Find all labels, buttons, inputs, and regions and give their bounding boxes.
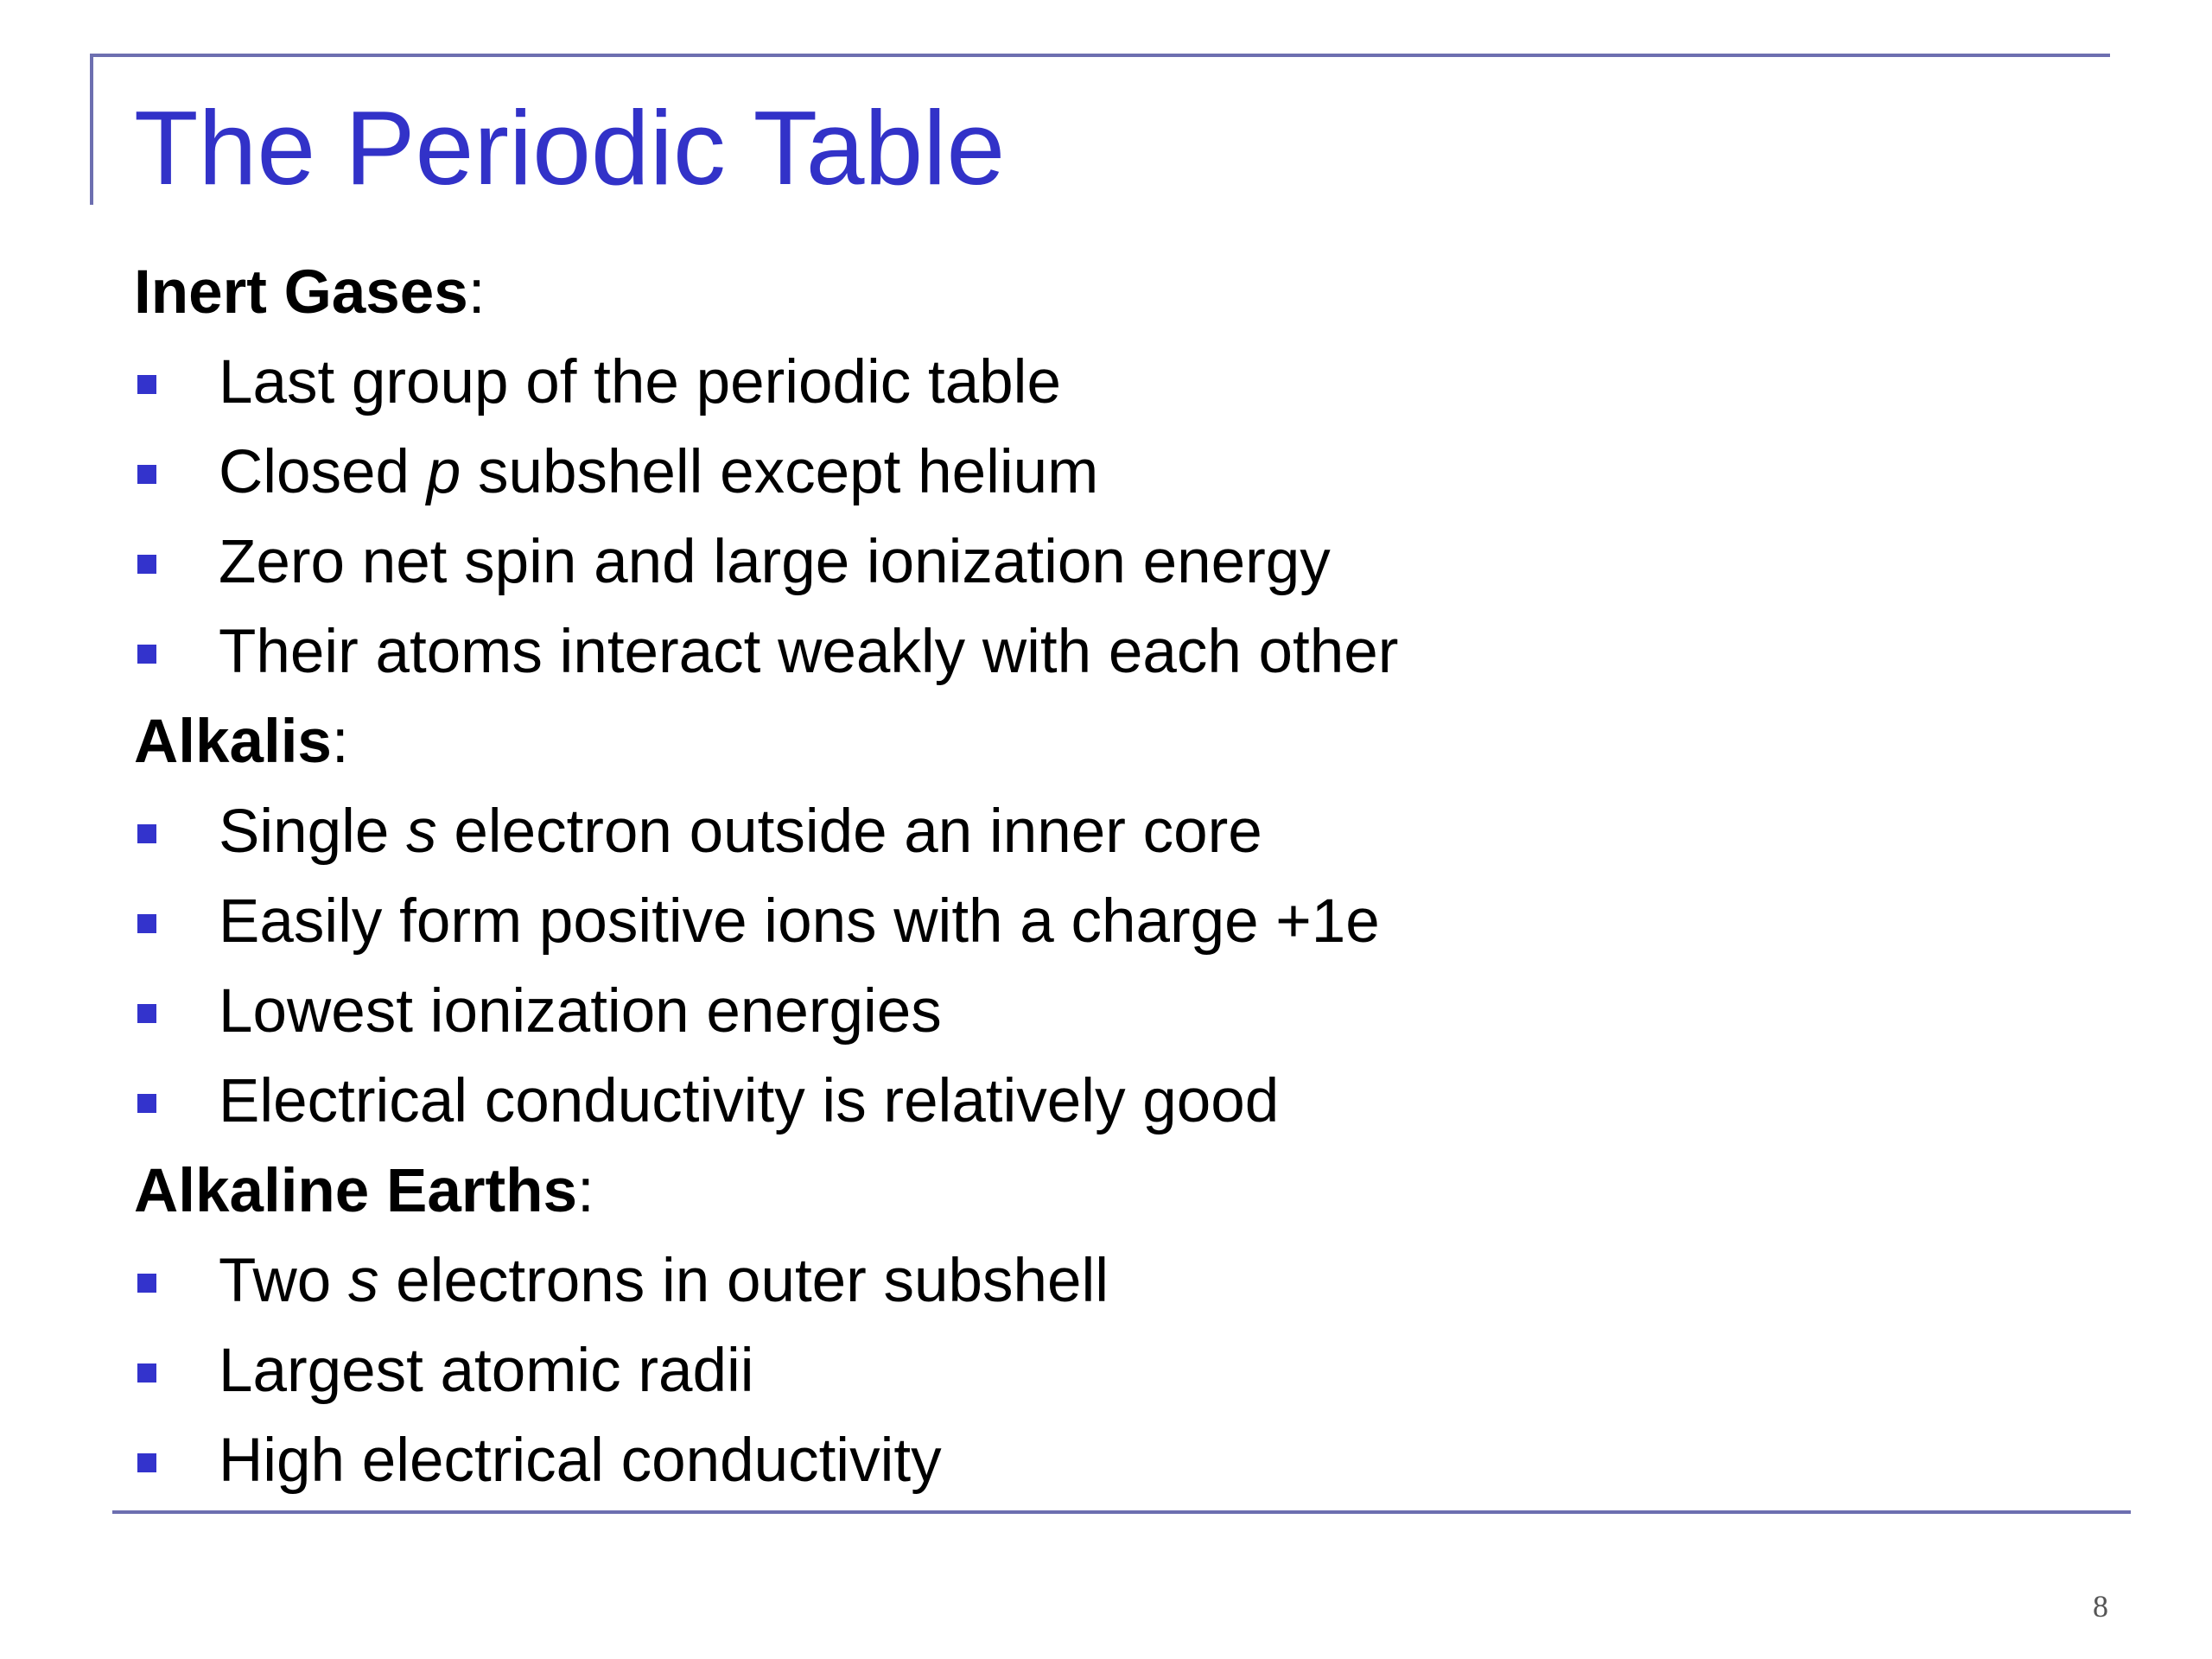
bullet-text: [219, 438, 1098, 506]
heading-colon: :: [467, 258, 486, 327]
square-bullet-icon: [137, 1004, 156, 1023]
section-heading-label: Alkalis: [134, 708, 332, 776]
square-bullet-icon: [137, 1453, 156, 1472]
bullet-text: Last group of the periodic table: [219, 348, 1061, 416]
frame-left-rule: [90, 54, 93, 205]
square-bullet-icon: [137, 465, 156, 484]
bullet-text-part: Single: [219, 798, 407, 866]
bullet-text: High electrical conductivity: [219, 1427, 942, 1495]
section-heading-alkaline-earths: [134, 1147, 2035, 1236]
square-bullet-icon: [137, 375, 156, 394]
square-bullet-icon: [137, 914, 156, 933]
bullet-item: [134, 607, 2035, 697]
bullet-item: [134, 1326, 2035, 1416]
bullet-item: [134, 338, 2035, 428]
frame-bottom-rule: [112, 1510, 2131, 1514]
square-bullet-icon: [137, 1094, 156, 1113]
bullet-text-part: Two: [219, 1247, 348, 1315]
bullet-text-part: subshell except helium: [461, 438, 1099, 506]
bullet-text-part: electrons in outer subshell: [378, 1247, 1109, 1315]
bullet-item: [134, 428, 2035, 518]
square-bullet-icon: [137, 645, 156, 664]
section-heading-label: Alkaline Earths: [134, 1157, 577, 1225]
bullet-text: Electrical conductivity is relatively good: [219, 1067, 1280, 1135]
bullet-item: [134, 1057, 2035, 1147]
italic-symbol: s: [406, 798, 437, 866]
bullet-item: [134, 967, 2035, 1057]
bullet-item: [134, 518, 2035, 607]
italic-symbol: s: [347, 1247, 379, 1315]
slide-body: [134, 248, 2035, 1506]
bullet-item: [134, 877, 2035, 967]
bullet-text: [219, 798, 1262, 866]
bullet-text: Zero net spin and large ionization energy: [219, 528, 1331, 596]
bullet-text-part: electron outside an inner core: [436, 798, 1262, 866]
bullet-item: [134, 787, 2035, 877]
heading-colon: :: [576, 1157, 594, 1225]
bullet-text: Largest atomic radii: [219, 1337, 754, 1405]
slide-title: The Periodic Table: [134, 89, 1006, 207]
bullet-item: [134, 1236, 2035, 1326]
heading-colon: :: [331, 708, 349, 776]
bullet-text: [219, 1247, 1109, 1315]
italic-symbol: p: [426, 438, 461, 506]
section-heading-alkalis: [134, 697, 2035, 787]
square-bullet-icon: [137, 1274, 156, 1293]
square-bullet-icon: [137, 824, 156, 843]
bullet-text: Easily form positive ions with a charge +1e: [219, 887, 1380, 956]
bullet-text: Lowest ionization energies: [219, 977, 942, 1046]
square-bullet-icon: [137, 1363, 156, 1382]
section-heading-label: Inert Gases: [134, 258, 468, 327]
page-number: 8: [2093, 1589, 2108, 1624]
square-bullet-icon: [137, 555, 156, 574]
bullet-item: [134, 1416, 2035, 1506]
section-heading-inert-gases: [134, 248, 2035, 338]
bullet-text: Their atoms interact weakly with each other: [219, 618, 1399, 686]
frame-top-rule: [92, 54, 2110, 57]
bullet-text-part: Closed: [219, 438, 427, 506]
